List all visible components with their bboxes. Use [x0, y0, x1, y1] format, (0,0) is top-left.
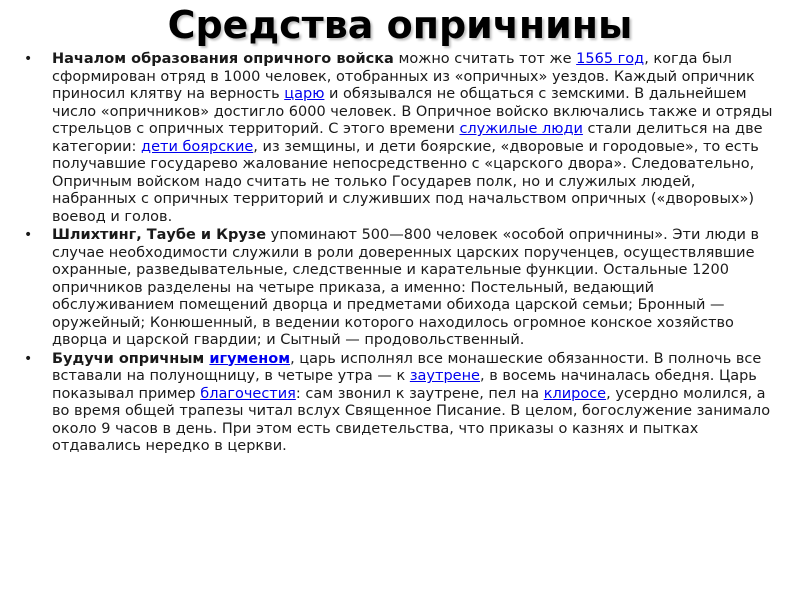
link-boyar-children[interactable]: дети боярские: [141, 138, 254, 155]
bullet-paragraph-2: [20, 227, 780, 350]
bullet-paragraph-1: [20, 51, 780, 226]
paragraph-lead: Шлихтинг, Таубе и Крузе: [52, 227, 267, 243]
paragraph-text: : сам звонил к заутрене, пел на: [295, 385, 544, 402]
paragraph-text: , когда был сформирован отряд в 1000 человек, отобранных из «опричных» уездов. Каждый опричник приносил клятву на верность: [52, 51, 755, 102]
paragraph-text: и обязывался не общаться с земскими. В дальнейшем число «опричников» достигло 6000 человек. В Опричное войско включались также и отряды стрельцов с опричных территорий. С этого времени: [52, 86, 773, 137]
link-1565-year[interactable]: 1565 год: [576, 51, 645, 67]
bullet-paragraph-3: [20, 351, 780, 456]
slide-title: Средства опричнины: [167, 3, 633, 47]
paragraph-text: , усердно молился, а во время общей трапезы читал вслух Священное Писание. В целом, богослужение занимало около 9 часов в день. При этом есть свидетельства, что приказы о казнях и пытках отдавались нередко в церкви.: [52, 385, 771, 454]
paragraph-text: , в восемь начиналась обедня. Царь показывал пример: [52, 368, 757, 402]
bullet-icon: •: [24, 51, 33, 67]
bullet-icon: •: [24, 350, 33, 367]
paragraph-text: , царь исполнял все монашеские обязанности. В полночь все вставали на полунощницу, в четыре утра — к: [52, 350, 762, 384]
paragraph-text: упоминают 500—800 человек «особой опричнины». Эти люди в случае необходимости служили в роли доверенных царских порученцев, осуществлявшие охранные, разведывательные, следственные и карательные функции. Остальные 1200 опричников разделены на четыре приказа, а именно: Постельный, ведающий обслуживанием помещений дворца и предметами обихода царской семьи; Бронный — оружейный; Конюшенный, в ведении которого находилось огромное конское хозяйство дворца и царской гвардии; и Сытный — продовольственный.: [52, 227, 760, 348]
bullet-icon: •: [24, 227, 33, 243]
link-tsar[interactable]: царю: [284, 86, 325, 102]
link-piety[interactable]: благочестия: [200, 385, 296, 402]
link-hegumen[interactable]: игуменом: [209, 350, 291, 367]
paragraph-text: можно считать тот же: [393, 51, 577, 67]
paragraph-lead: Началом образования опричного войска: [52, 51, 394, 67]
bullet-list: [20, 51, 780, 457]
link-kliros[interactable]: клиросе: [543, 385, 607, 402]
paragraph-text: стали делиться на две категории:: [52, 121, 763, 155]
paragraph-lead: Будучи опричным: [52, 350, 210, 367]
link-matins[interactable]: заутрене: [409, 368, 480, 384]
paragraph-text: , из земщины, и дети боярские, «дворовые и городовые», то есть получавшие государево жалование непосредственно с «царского двора». Следовательно, Опричным войском надо считать не только Государев полк, но и служилых людей, набранных с опричных территорий и служивших под начальством опричных («дворовых») воевод и голов.: [52, 138, 759, 225]
link-service-people[interactable]: служилые люди: [459, 121, 583, 137]
